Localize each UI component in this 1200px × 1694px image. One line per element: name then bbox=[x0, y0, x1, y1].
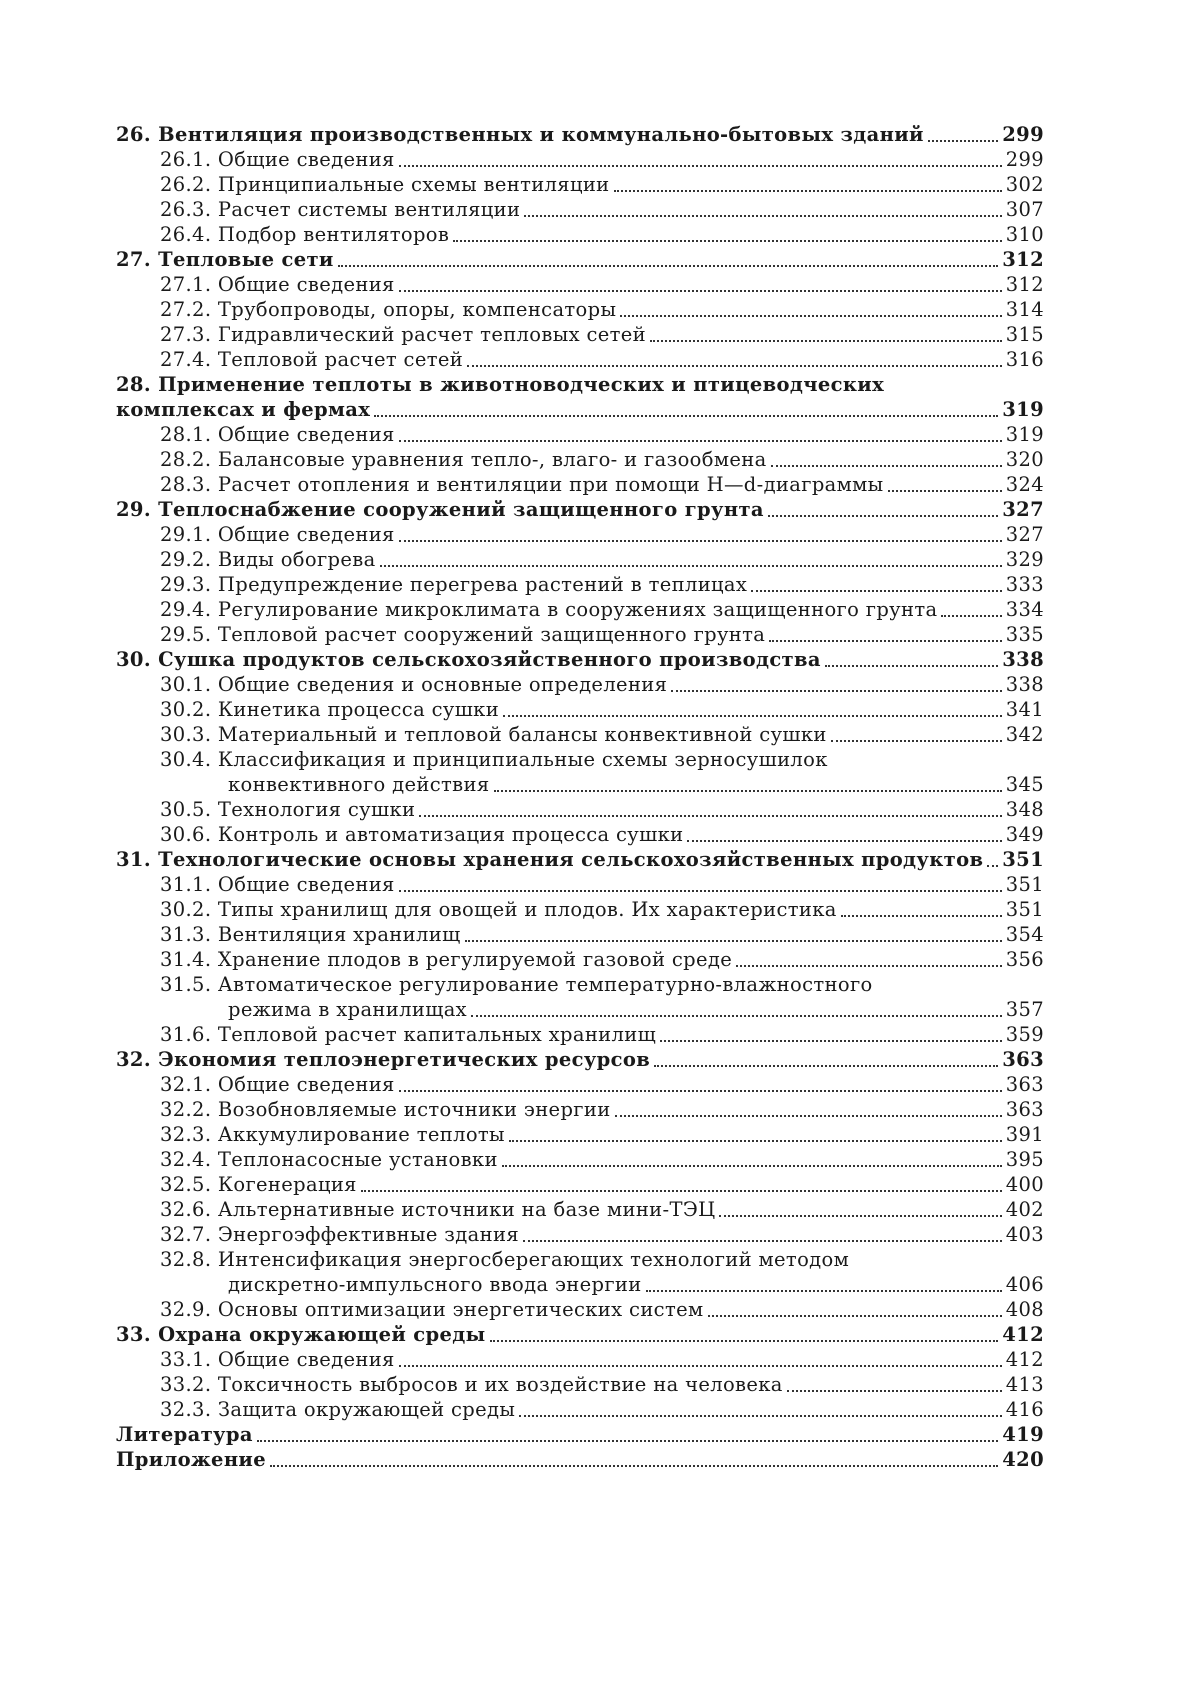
toc-page-number: 408 bbox=[1005, 1298, 1044, 1321]
toc-section-entry bbox=[116, 297, 1044, 322]
toc-section-entry bbox=[116, 1022, 1044, 1047]
toc-page-number: 349 bbox=[1005, 823, 1044, 846]
toc-page-number: 354 bbox=[1005, 923, 1044, 946]
toc-entry-title: 33.2. Токсичность выбросов и их воздействие на человека bbox=[160, 1373, 783, 1396]
toc-entry-title: 31.4. Хранение плодов в регулируемой газовой среде bbox=[160, 948, 733, 971]
toc-section-entry bbox=[116, 1397, 1044, 1422]
toc-page-number: 319 bbox=[1002, 398, 1044, 421]
toc-entry-title: 30.2. Кинетика процесса сушки bbox=[160, 698, 500, 721]
toc-page-number: 345 bbox=[1005, 773, 1044, 796]
dot-leader bbox=[380, 565, 1002, 567]
toc-entry-title: Приложение bbox=[116, 1448, 267, 1471]
toc-entry-title: 29.5. Тепловой расчет сооружений защищенного грунта bbox=[160, 623, 766, 646]
toc-section-entry bbox=[116, 1272, 1044, 1297]
toc-section-entry bbox=[116, 272, 1044, 297]
toc-section-entry bbox=[116, 422, 1044, 447]
dot-leader bbox=[615, 1115, 1002, 1117]
toc-entry-title: 30.2. Типы хранилищ для овощей и плодов. Их характеристика bbox=[160, 898, 837, 921]
toc-page-number: 299 bbox=[1005, 148, 1044, 171]
toc-entry-title: 27.4. Тепловой расчет сетей bbox=[160, 348, 464, 371]
dot-leader bbox=[524, 215, 1001, 217]
toc-entry-title: 32.3. Аккумулирование теплоты bbox=[160, 1123, 505, 1146]
toc-entry-title: 27.1. Общие сведения bbox=[160, 273, 395, 296]
toc-entry-title: 32.1. Общие сведения bbox=[160, 1073, 395, 1096]
toc-entry-title: 26.2. Принципиальные схемы вентиляции bbox=[160, 173, 610, 196]
dot-leader bbox=[928, 140, 998, 142]
dot-leader bbox=[494, 790, 1002, 792]
toc-section-entry bbox=[116, 822, 1044, 847]
toc-entry-title: 32.8. Интенсификация энергосберегающих технологий методом bbox=[160, 1248, 850, 1271]
toc-page-number: 412 bbox=[1002, 1323, 1044, 1346]
toc-page-number: 363 bbox=[1005, 1073, 1044, 1096]
toc-page-number: 416 bbox=[1005, 1398, 1044, 1421]
dot-leader bbox=[257, 1440, 998, 1442]
toc-section-entry bbox=[116, 697, 1044, 722]
toc-chapter-entry bbox=[116, 1447, 1044, 1472]
toc-entry-title: 32.5. Когенерация bbox=[160, 1173, 357, 1196]
toc-section-entry bbox=[116, 1072, 1044, 1097]
dot-leader bbox=[841, 915, 1002, 917]
toc-section-entry bbox=[116, 772, 1044, 797]
toc-page-number: 319 bbox=[1005, 423, 1044, 446]
toc-page-number: 363 bbox=[1005, 1098, 1044, 1121]
toc-page-number: 395 bbox=[1005, 1148, 1044, 1171]
toc-section-entry bbox=[116, 1172, 1044, 1197]
toc-entry-title: 31.5. Автоматическое регулирование температурно-влажностного bbox=[160, 973, 873, 996]
toc-page-number: 342 bbox=[1005, 723, 1044, 746]
dot-leader bbox=[399, 440, 1002, 442]
toc-page-number: 402 bbox=[1005, 1198, 1044, 1221]
toc-page-number: 316 bbox=[1005, 348, 1044, 371]
toc-entry-title: 30.4. Классификация и принципиальные схемы зерносушилок bbox=[160, 748, 828, 771]
toc-page-number: 413 bbox=[1005, 1373, 1044, 1396]
dot-leader bbox=[768, 515, 998, 517]
toc-page-number: 338 bbox=[1002, 648, 1044, 671]
toc-entry-title: дискретно-импульсного ввода энергии bbox=[228, 1273, 642, 1296]
toc-entry-title: 32.2. Возобновляемые источники энергии bbox=[160, 1098, 611, 1121]
toc-entry-title: конвективного действия bbox=[228, 773, 490, 796]
dot-leader bbox=[270, 1465, 998, 1467]
toc-chapter-entry bbox=[116, 247, 1044, 272]
toc-entry-title: 28.1. Общие сведения bbox=[160, 423, 395, 446]
toc-section-entry bbox=[116, 997, 1044, 1022]
toc-section-entry bbox=[116, 147, 1044, 172]
toc-section-entry bbox=[116, 947, 1044, 972]
toc-page-number: 314 bbox=[1005, 298, 1044, 321]
dot-leader bbox=[502, 1165, 1002, 1167]
toc-entry-title: режима в хранилищах bbox=[228, 998, 468, 1021]
dot-leader bbox=[399, 290, 1002, 292]
dot-leader bbox=[831, 740, 1002, 742]
toc-entry-title: 26.3. Расчет системы вентиляции bbox=[160, 198, 521, 221]
toc-chapter-entry bbox=[116, 647, 1044, 672]
toc-page-number: 359 bbox=[1005, 1023, 1044, 1046]
toc-page-number: 363 bbox=[1002, 1048, 1044, 1071]
toc-page-number: 299 bbox=[1002, 123, 1044, 146]
toc-section-entry bbox=[116, 547, 1044, 572]
dot-leader bbox=[769, 640, 1001, 642]
dot-leader bbox=[987, 865, 998, 867]
toc-section-entry bbox=[116, 622, 1044, 647]
dot-leader bbox=[490, 1340, 999, 1342]
dot-leader bbox=[646, 1290, 1002, 1292]
toc-chapter-entry bbox=[116, 847, 1044, 872]
toc-page-number: 351 bbox=[1005, 898, 1044, 921]
toc-entry-title: 26.4. Подбор вентиляторов bbox=[160, 223, 450, 246]
dot-leader bbox=[888, 490, 1002, 492]
dot-leader bbox=[419, 815, 1001, 817]
dot-leader bbox=[509, 1140, 1002, 1142]
toc-entry-title: 31.1. Общие сведения bbox=[160, 873, 395, 896]
toc-page-number: 329 bbox=[1005, 548, 1044, 571]
toc-entry-title: 29. Теплоснабжение сооружений защищенного грунта bbox=[116, 498, 764, 521]
toc-section-entry bbox=[116, 972, 1044, 997]
toc-page-number: 351 bbox=[1005, 873, 1044, 896]
toc-page-number: 334 bbox=[1005, 598, 1044, 621]
toc-page-number: 400 bbox=[1005, 1173, 1044, 1196]
toc-section-entry bbox=[116, 597, 1044, 622]
dot-leader bbox=[453, 240, 1002, 242]
dot-leader bbox=[399, 165, 1002, 167]
toc-chapter-entry bbox=[116, 497, 1044, 522]
toc-page-number: 356 bbox=[1005, 948, 1044, 971]
toc-section-entry bbox=[116, 747, 1044, 772]
toc-entry-title: 29.4. Регулирование микроклимата в сооружениях защищенного грунта bbox=[160, 598, 938, 621]
dot-leader bbox=[620, 315, 1001, 317]
toc-entry-title: 32.9. Основы оптимизации энергетических систем bbox=[160, 1298, 704, 1321]
toc-page-number: 348 bbox=[1005, 798, 1044, 821]
toc-page-number: 324 bbox=[1005, 473, 1044, 496]
dot-leader bbox=[614, 190, 1002, 192]
toc-section-entry bbox=[116, 897, 1044, 922]
toc-section-entry bbox=[116, 1347, 1044, 1372]
toc-chapter-entry bbox=[116, 1322, 1044, 1347]
dot-leader bbox=[374, 415, 998, 417]
dot-leader bbox=[399, 540, 1002, 542]
toc-entry-title: 29.3. Предупреждение перегрева растений в теплицах bbox=[160, 573, 748, 596]
toc-page-number: 312 bbox=[1005, 273, 1044, 296]
toc-entry-title: 26. Вентиляция производственных и коммунально-бытовых зданий bbox=[116, 123, 924, 146]
toc-page-number: 338 bbox=[1005, 673, 1044, 696]
dot-leader bbox=[719, 1215, 1001, 1217]
dot-leader bbox=[687, 840, 1001, 842]
toc-section-entry bbox=[116, 1247, 1044, 1272]
toc-chapter-entry bbox=[116, 372, 1044, 397]
toc-section-entry bbox=[116, 1122, 1044, 1147]
dot-leader bbox=[751, 590, 1001, 592]
toc-section-entry bbox=[116, 872, 1044, 897]
toc-page-number: 333 bbox=[1005, 573, 1044, 596]
toc-page-number: 420 bbox=[1002, 1448, 1044, 1471]
dot-leader bbox=[523, 1240, 1002, 1242]
toc-page-number: 419 bbox=[1002, 1423, 1044, 1446]
toc-section-entry bbox=[116, 672, 1044, 697]
toc-entry-title: 27. Тепловые сети bbox=[116, 248, 334, 271]
toc-entry-title: 32.3. Защита окружающей среды bbox=[160, 1398, 516, 1421]
toc-section-entry bbox=[116, 447, 1044, 472]
toc-section-entry bbox=[116, 347, 1044, 372]
toc-page-number: 335 bbox=[1005, 623, 1044, 646]
toc-section-entry bbox=[116, 172, 1044, 197]
toc-entry-title: 26.1. Общие сведения bbox=[160, 148, 395, 171]
toc-entry-title: 30.3. Материальный и тепловой балансы конвективной сушки bbox=[160, 723, 827, 746]
toc-entry-title: 27.2. Трубопроводы, опоры, компенсаторы bbox=[160, 298, 617, 321]
toc-section-entry bbox=[116, 472, 1044, 497]
dot-leader bbox=[338, 265, 999, 267]
toc-section-entry bbox=[116, 1197, 1044, 1222]
dot-leader bbox=[471, 1015, 1002, 1017]
dot-leader bbox=[941, 615, 1001, 617]
toc-entry-title: 33.1. Общие сведения bbox=[160, 1348, 395, 1371]
toc-section-entry bbox=[116, 572, 1044, 597]
toc-section-entry bbox=[116, 1147, 1044, 1172]
toc-section-entry bbox=[116, 1372, 1044, 1397]
toc-entry-title: 31. Технологические основы хранения сельскохозяйственных продуктов bbox=[116, 848, 984, 871]
toc-page-number: 327 bbox=[1002, 498, 1044, 521]
toc-entry-title: 28.3. Расчет отопления и вентиляции при помощи H—d-диаграммы bbox=[160, 473, 884, 496]
dot-leader bbox=[771, 465, 1002, 467]
toc-section-entry bbox=[116, 922, 1044, 947]
toc-page-number: 302 bbox=[1005, 173, 1044, 196]
toc-page-number: 327 bbox=[1005, 523, 1044, 546]
toc-entry-title: 31.6. Тепловой расчет капитальных хранилищ bbox=[160, 1023, 657, 1046]
dot-leader bbox=[399, 1365, 1002, 1367]
toc-entry-title: 33. Охрана окружающей среды bbox=[116, 1323, 486, 1346]
toc-chapter-entry bbox=[116, 122, 1044, 147]
dot-leader bbox=[361, 1190, 1002, 1192]
toc-entry-title: Литература bbox=[116, 1423, 253, 1446]
toc-page-number: 357 bbox=[1005, 998, 1044, 1021]
table-of-contents bbox=[116, 122, 1044, 1472]
dot-leader bbox=[465, 940, 1002, 942]
toc-page-number: 412 bbox=[1005, 1348, 1044, 1371]
toc-entry-title: 29.2. Виды обогрева bbox=[160, 548, 376, 571]
toc-entry-title: 29.1. Общие сведения bbox=[160, 523, 395, 546]
toc-page-number: 351 bbox=[1002, 848, 1044, 871]
toc-page-number: 406 bbox=[1005, 1273, 1044, 1296]
toc-section-entry bbox=[116, 797, 1044, 822]
dot-leader bbox=[671, 690, 1001, 692]
toc-page-number: 307 bbox=[1005, 198, 1044, 221]
dot-leader bbox=[399, 1090, 1002, 1092]
toc-page-number: 341 bbox=[1005, 698, 1044, 721]
toc-entry-title: 28. Применение теплоты в животноводческих и птицеводческих bbox=[116, 373, 885, 396]
toc-entry-title: 30. Сушка продуктов сельскохозяйственного производства bbox=[116, 648, 821, 671]
dot-leader bbox=[736, 965, 1002, 967]
toc-section-entry bbox=[116, 1222, 1044, 1247]
toc-section-entry bbox=[116, 522, 1044, 547]
toc-entry-title: 32. Экономия теплоэнергетических ресурсов bbox=[116, 1048, 651, 1071]
toc-entry-title: 27.3. Гидравлический расчет тепловых сетей bbox=[160, 323, 647, 346]
toc-section-entry bbox=[116, 322, 1044, 347]
toc-page-number: 320 bbox=[1005, 448, 1044, 471]
toc-entry-title: 30.6. Контроль и автоматизация процесса сушки bbox=[160, 823, 684, 846]
toc-section-entry bbox=[116, 222, 1044, 247]
toc-entry-title: 30.1. Общие сведения и основные определения bbox=[160, 673, 668, 696]
toc-page-number: 391 bbox=[1005, 1123, 1044, 1146]
toc-entry-title: 28.2. Балансовые уравнения тепло-, влаго- и газообмена bbox=[160, 448, 767, 471]
toc-entry-title: комплексах и фермах bbox=[116, 398, 371, 421]
toc-page-number: 312 bbox=[1002, 248, 1044, 271]
dot-leader bbox=[519, 1415, 1001, 1417]
dot-leader bbox=[650, 340, 1002, 342]
dot-leader bbox=[654, 1065, 998, 1067]
toc-page-number: 315 bbox=[1005, 323, 1044, 346]
toc-chapter-entry bbox=[116, 397, 1044, 422]
dot-leader bbox=[467, 365, 1002, 367]
toc-page-number: 310 bbox=[1005, 223, 1044, 246]
toc-entry-title: 30.5. Технология сушки bbox=[160, 798, 416, 821]
dot-leader bbox=[503, 715, 1002, 717]
dot-leader bbox=[399, 890, 1002, 892]
toc-section-entry bbox=[116, 1097, 1044, 1122]
dot-leader bbox=[660, 1040, 1002, 1042]
toc-section-entry bbox=[116, 722, 1044, 747]
dot-leader bbox=[708, 1315, 1002, 1317]
toc-chapter-entry bbox=[116, 1047, 1044, 1072]
toc-entry-title: 31.3. Вентиляция хранилищ bbox=[160, 923, 461, 946]
dot-leader bbox=[787, 1390, 1002, 1392]
toc-section-entry bbox=[116, 1297, 1044, 1322]
toc-entry-title: 32.4. Теплонасосные установки bbox=[160, 1148, 498, 1171]
toc-chapter-entry bbox=[116, 1422, 1044, 1447]
toc-section-entry bbox=[116, 197, 1044, 222]
toc-entry-title: 32.7. Энергоэффективные здания bbox=[160, 1223, 519, 1246]
dot-leader bbox=[825, 665, 998, 667]
toc-entry-title: 32.6. Альтернативные источники на базе мини-ТЭЦ bbox=[160, 1198, 716, 1221]
toc-page-number: 403 bbox=[1005, 1223, 1044, 1246]
